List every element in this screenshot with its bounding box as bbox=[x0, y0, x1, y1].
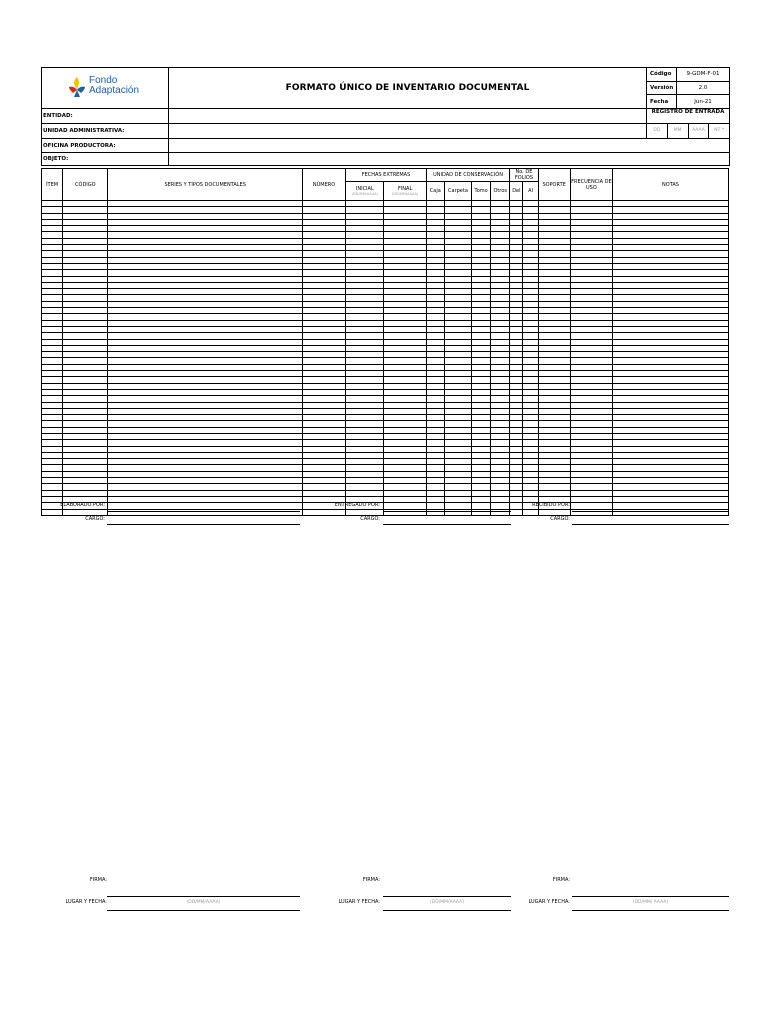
page-title: FORMATO ÚNICO DE INVENTARIO DOCUMENTAL bbox=[169, 68, 647, 109]
lugar-1-line[interactable] bbox=[107, 910, 300, 911]
col-item: ÍTEM bbox=[42, 169, 63, 201]
lugar-2-line[interactable] bbox=[383, 910, 511, 911]
table-cell[interactable] bbox=[491, 509, 510, 515]
table-cell[interactable] bbox=[384, 509, 426, 515]
version-value: 2.0 bbox=[677, 81, 730, 95]
oficina-field[interactable] bbox=[169, 139, 730, 153]
col-otros: Otros bbox=[491, 182, 510, 201]
firma-3-label: FIRMA: bbox=[552, 877, 570, 883]
recibido-line[interactable] bbox=[572, 511, 729, 512]
table-cell[interactable] bbox=[472, 509, 491, 515]
elaborado-cargo-label: CARGO: bbox=[85, 516, 105, 522]
col-final-label: FINAL bbox=[397, 186, 413, 192]
lugar-2-placeholder: (DD/MM/AAAA) bbox=[430, 900, 464, 905]
table-cell[interactable] bbox=[346, 509, 384, 515]
col-series: SERIES Y TIPOS DOCUMENTALES bbox=[108, 169, 302, 201]
col-carpeta: Carpeta bbox=[444, 182, 471, 201]
codigo-value: 9-GDM-F-01 bbox=[677, 68, 730, 82]
elaborado-label: ELABORADO POR: bbox=[60, 502, 105, 508]
col-folios: No. DE FOLIOS bbox=[510, 169, 538, 182]
registro-dd[interactable]: DD bbox=[647, 124, 668, 138]
table-cell[interactable] bbox=[63, 509, 108, 515]
col-numero: NÚMERO bbox=[302, 169, 345, 201]
col-soporte: SOPORTE bbox=[538, 169, 570, 201]
col-codigo: CÓDIGO bbox=[63, 169, 108, 201]
codigo-label: Código bbox=[647, 68, 677, 82]
col-tomo: Tomo bbox=[472, 182, 491, 201]
registro-entrada bbox=[647, 109, 730, 139]
logo-text-line1: Fondo bbox=[89, 75, 118, 86]
col-inicial bbox=[346, 182, 384, 201]
entidad-label: ENTIDAD: bbox=[42, 109, 169, 124]
col-caja: Caja bbox=[426, 182, 444, 201]
logo-cell bbox=[42, 68, 169, 109]
table-row bbox=[42, 509, 729, 515]
inventory-table bbox=[41, 168, 729, 516]
entregado-cargo-label: CARGO: bbox=[360, 516, 380, 522]
objeto-field[interactable] bbox=[169, 153, 730, 166]
unidad-field[interactable] bbox=[169, 124, 647, 139]
table-cell[interactable] bbox=[426, 509, 444, 515]
fecha-label: Fecha bbox=[647, 95, 677, 109]
table-cell[interactable] bbox=[538, 509, 570, 515]
lugar-3-placeholder: (DD/MM/ AAAA) bbox=[632, 900, 669, 905]
table-cell[interactable] bbox=[42, 509, 63, 515]
lugar-3-line[interactable] bbox=[572, 910, 729, 911]
entregado-label: ENTREGADO POR: bbox=[334, 502, 380, 508]
recibido-cargo-line[interactable] bbox=[572, 524, 729, 525]
logo-text-line2: Adaptación bbox=[89, 85, 140, 96]
table-cell[interactable] bbox=[302, 509, 345, 515]
header-table bbox=[41, 67, 730, 166]
table-cell[interactable] bbox=[444, 509, 471, 515]
firma-1-label: FIRMA: bbox=[89, 877, 107, 883]
table-cell[interactable] bbox=[108, 509, 302, 515]
col-fechas: FECHAS EXTREMAS bbox=[346, 169, 427, 182]
lugar-1-label: LUGAR Y FECHA: bbox=[65, 899, 107, 905]
firma-2-line[interactable] bbox=[383, 896, 511, 897]
oficina-label: OFICINA PRODUCTORA: bbox=[42, 139, 169, 153]
unidad-label: UNIDAD ADMINISTRATIVA: bbox=[42, 124, 169, 139]
col-inicial-format: (DD/MM/AAAA) bbox=[351, 192, 379, 196]
col-del: Del bbox=[510, 182, 523, 201]
table-cell[interactable] bbox=[613, 509, 729, 515]
entidad-field[interactable] bbox=[169, 109, 647, 124]
col-al: Al bbox=[523, 182, 538, 201]
objeto-label: OBJETO: bbox=[42, 153, 169, 166]
col-final-format: (DD/MM/AAAA) bbox=[391, 192, 419, 196]
elaborado-cargo-line[interactable] bbox=[107, 524, 300, 525]
table-cell[interactable] bbox=[510, 509, 523, 515]
entregado-cargo-line[interactable] bbox=[383, 524, 511, 525]
fecha-value: Jun-21 bbox=[677, 95, 730, 109]
col-unidad-conservacion: UNIDAD DE CONSERVACIÓN bbox=[426, 169, 510, 182]
firma-3-line[interactable] bbox=[572, 896, 729, 897]
lugar-1-placeholder: (DD/MM/AAAA) bbox=[186, 900, 221, 905]
lugar-2-label: LUGAR Y FECHA: bbox=[338, 899, 380, 905]
inventory-rows bbox=[42, 201, 729, 516]
registro-aaaa[interactable]: AAAA bbox=[689, 124, 710, 138]
registro-mm[interactable]: MM bbox=[668, 124, 689, 138]
col-final bbox=[384, 182, 426, 201]
recibido-cargo-label: CARGO: bbox=[550, 516, 570, 522]
version-label: Versión bbox=[647, 81, 677, 95]
table-cell[interactable] bbox=[570, 509, 612, 515]
registro-nt[interactable]: NT * bbox=[714, 128, 725, 133]
recibido-label: RECIBIDO POR: bbox=[532, 502, 570, 508]
entregado-line[interactable] bbox=[383, 511, 511, 512]
lugar-3-label: LUGAR Y FECHA: bbox=[528, 899, 570, 905]
registro-label: REGISTRO DE ENTRADA bbox=[651, 109, 725, 115]
col-inicial-label: INICIAL bbox=[355, 186, 374, 192]
col-notas: NOTAS bbox=[613, 169, 729, 201]
firma-1-line[interactable] bbox=[107, 896, 300, 897]
col-frecuencia: FRECUENCIA DE USO bbox=[570, 169, 612, 201]
table-cell[interactable] bbox=[523, 509, 538, 515]
elaborado-line[interactable] bbox=[107, 511, 300, 512]
fondo-adaptacion-logo bbox=[67, 76, 87, 98]
firma-2-label: FIRMA: bbox=[362, 877, 380, 883]
